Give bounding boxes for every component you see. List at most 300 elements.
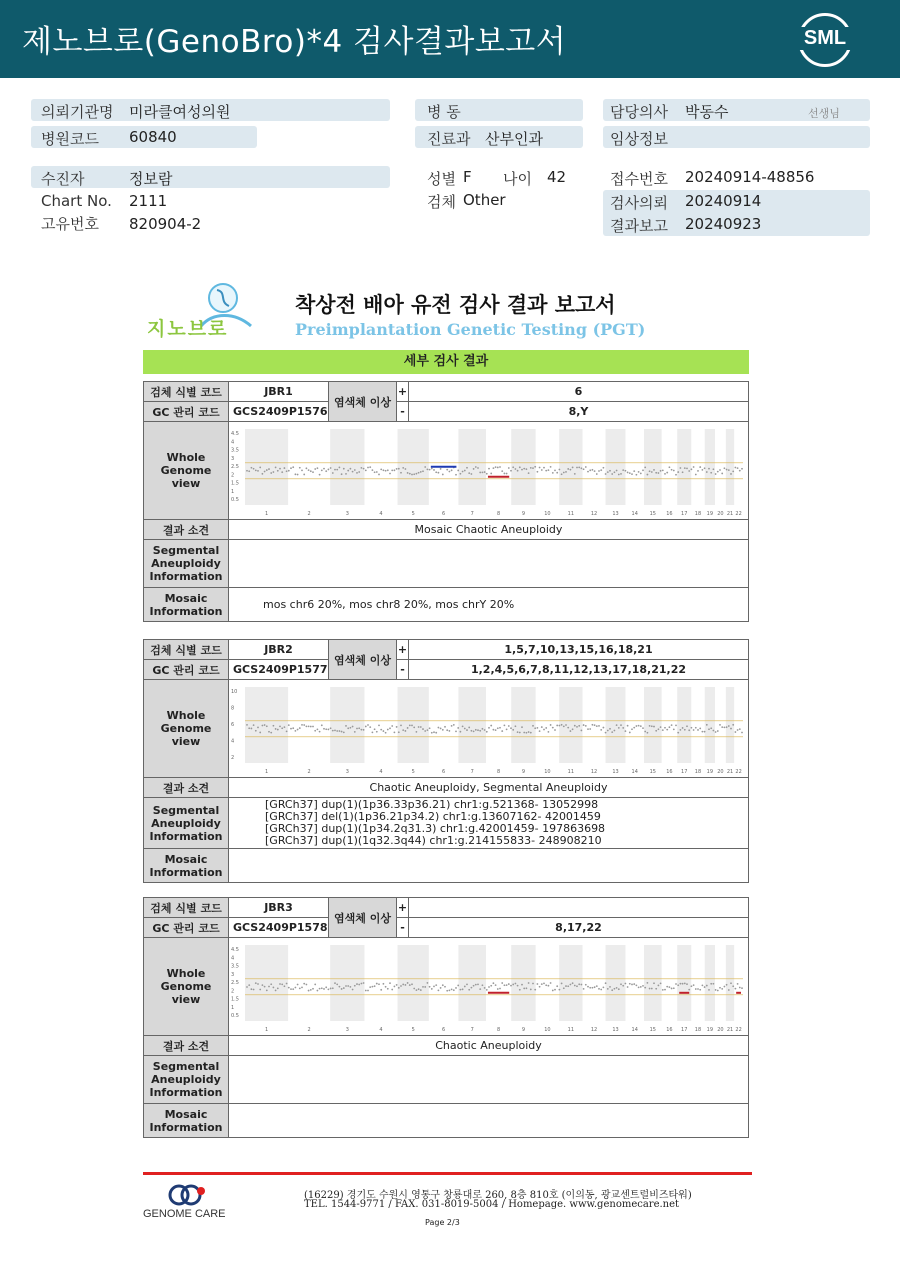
- data-point: [292, 988, 294, 990]
- data-point: [556, 985, 558, 987]
- data-point: [413, 987, 415, 989]
- data-point: [332, 472, 334, 474]
- data-point: [431, 467, 433, 469]
- chrom-tick-label: 2: [307, 768, 311, 775]
- data-point: [508, 725, 510, 727]
- sample-table-2: [143, 639, 749, 883]
- data-point: [688, 988, 690, 990]
- data-point: [713, 468, 715, 470]
- chrom-tick-label: 13: [612, 1026, 619, 1033]
- data-point: [510, 727, 512, 729]
- data-point: [420, 471, 422, 473]
- y-tick-label: 2: [231, 754, 235, 761]
- data-point: [471, 473, 473, 475]
- data-point: [640, 986, 642, 988]
- data-point: [730, 982, 732, 984]
- data-point: [295, 986, 297, 988]
- data-point: [506, 728, 508, 730]
- data-point: [438, 989, 440, 991]
- chrom-tick-label: 16: [666, 1026, 673, 1033]
- data-point: [455, 473, 457, 475]
- data-point: [578, 983, 580, 985]
- data-point: [570, 730, 572, 732]
- data-point: [658, 984, 660, 986]
- data-point: [499, 987, 501, 989]
- data-point: [352, 988, 354, 990]
- data-point: [543, 982, 545, 984]
- sample-code-label: 검체 식별 코드: [144, 898, 229, 918]
- chrom-tick-label: 20: [717, 510, 724, 517]
- data-point: [277, 728, 279, 730]
- data-point: [367, 989, 369, 991]
- result-value: Chaotic Aneuploidy, Segmental Aneuploidy: [229, 778, 749, 798]
- data-point: [695, 473, 697, 475]
- chrom-tick-label: 9: [521, 1026, 526, 1033]
- y-tick-label: 3: [231, 455, 235, 462]
- data-point: [389, 727, 391, 729]
- chrom-tick-label: 15: [649, 510, 657, 517]
- data-point: [673, 728, 675, 730]
- data-point: [286, 730, 288, 732]
- data-point: [508, 983, 510, 985]
- chrom-band: [726, 945, 734, 1021]
- chrom-tick-label: 16: [666, 510, 673, 517]
- sml-logo-text: SML: [798, 27, 852, 50]
- data-point: [396, 468, 398, 470]
- data-point: [301, 469, 303, 471]
- data-point: [372, 731, 374, 733]
- data-point: [435, 731, 437, 733]
- data-point: [686, 467, 688, 469]
- chrom-band: [330, 429, 364, 505]
- mosaic-value: [229, 1104, 749, 1138]
- data-point: [741, 987, 743, 989]
- data-point: [563, 987, 565, 989]
- data-point: [495, 984, 497, 986]
- data-point: [451, 988, 453, 990]
- data-point: [622, 984, 624, 986]
- data-point: [264, 724, 266, 726]
- data-point: [292, 727, 294, 729]
- chrom-tick-label: 8: [496, 510, 501, 517]
- age-label: 나이: [503, 170, 532, 188]
- data-point: [649, 470, 651, 472]
- chrom-tick-label: 20: [717, 768, 724, 775]
- data-point: [552, 471, 554, 473]
- pgt-report-head: [143, 282, 753, 342]
- dept-value: 산부인과: [485, 130, 543, 148]
- chrom-tick-label: 3: [345, 768, 349, 775]
- genome-care-logo-icon: [143, 1182, 233, 1208]
- data-point: [268, 730, 270, 732]
- data-point: [532, 467, 534, 469]
- data-point: [369, 986, 371, 988]
- data-point: [268, 468, 270, 470]
- data-point: [600, 469, 602, 471]
- data-point: [409, 724, 411, 726]
- data-point: [713, 982, 715, 984]
- data-point: [596, 985, 598, 987]
- data-point: [534, 727, 536, 729]
- data-point: [275, 728, 277, 730]
- chrom-tick-label: 10: [544, 768, 551, 775]
- data-point: [578, 724, 580, 726]
- data-point: [671, 987, 673, 989]
- data-point: [253, 988, 255, 990]
- data-point: [521, 726, 523, 728]
- data-point: [611, 731, 613, 733]
- chrom-tick-label: 4: [379, 510, 383, 517]
- data-point: [647, 473, 649, 475]
- data-point: [325, 986, 327, 988]
- dept-label: 진료과: [427, 130, 471, 148]
- chrom-tick-label: 11: [567, 510, 575, 517]
- data-point: [710, 727, 712, 729]
- data-point: [328, 988, 330, 990]
- data-point: [499, 726, 501, 728]
- data-point: [739, 986, 741, 988]
- data-point: [325, 470, 327, 472]
- data-point: [290, 988, 292, 990]
- data-point: [512, 466, 514, 468]
- data-point: [495, 729, 497, 731]
- data-point: [341, 730, 343, 732]
- data-point: [422, 728, 424, 730]
- data-point: [721, 726, 723, 728]
- data-point: [251, 988, 253, 990]
- y-tick-label: 10: [231, 688, 238, 695]
- data-point: [702, 730, 704, 732]
- request-label: 검사의뢰: [610, 194, 668, 212]
- data-point: [559, 468, 561, 470]
- sample-code-label: 검체 식별 코드: [144, 382, 229, 402]
- data-point: [479, 471, 481, 473]
- data-point: [246, 986, 248, 988]
- data-point: [726, 983, 728, 985]
- data-point: [433, 731, 435, 733]
- data-point: [389, 472, 391, 474]
- data-point: [519, 466, 521, 468]
- data-point: [528, 731, 530, 733]
- data-point: [594, 724, 596, 726]
- data-point: [526, 731, 528, 733]
- minus-value: 8,17,22: [409, 918, 749, 938]
- data-point: [574, 724, 576, 726]
- data-point: [653, 982, 655, 984]
- segmental-label: Segmental Aneuploidy Information: [144, 1056, 229, 1104]
- recipient-value: 정보람: [129, 170, 173, 188]
- data-point: [341, 473, 343, 475]
- data-point: [336, 730, 338, 732]
- data-point: [446, 729, 448, 731]
- data-point: [600, 728, 602, 730]
- data-point: [306, 983, 308, 985]
- data-point: [640, 472, 642, 474]
- data-point: [614, 729, 616, 731]
- data-point: [299, 987, 301, 989]
- data-point: [715, 989, 717, 991]
- data-point: [501, 470, 503, 472]
- data-point: [435, 984, 437, 986]
- data-point: [631, 983, 633, 985]
- data-point: [732, 723, 734, 725]
- report-header-bar: [0, 0, 900, 78]
- footer-address: (16229) 경기도 수원시 영통구 창룡대로 260, 8층 810호 (이의동, 광교센트럴비즈타워): [304, 1190, 692, 1201]
- data-point: [501, 982, 503, 984]
- footer-contact: TEL. 1544-9771 / FAX. 031-8019-5004 / Homepage. www.genomecare.net: [304, 1199, 680, 1210]
- data-point: [636, 473, 638, 475]
- data-point: [270, 472, 272, 474]
- data-point: [532, 982, 534, 984]
- result-value: Chaotic Aneuploidy: [229, 1036, 749, 1056]
- data-point: [416, 989, 418, 991]
- data-point: [548, 469, 550, 471]
- data-point: [330, 467, 332, 469]
- data-point: [453, 723, 455, 725]
- y-tick-label: 3.5: [231, 963, 239, 969]
- doctor-label: 담당의사: [610, 103, 668, 121]
- data-point: [475, 466, 477, 468]
- page-number: Page 2/3: [425, 1218, 460, 1227]
- data-point: [574, 984, 576, 986]
- data-point: [684, 728, 686, 730]
- data-point: [376, 982, 378, 984]
- chrom-tick-label: 3: [345, 510, 349, 517]
- data-point: [407, 982, 409, 984]
- data-point: [400, 724, 402, 726]
- chrom-tick-label: 18: [694, 768, 702, 775]
- data-point: [543, 728, 545, 730]
- data-point: [251, 466, 253, 468]
- data-point: [717, 470, 719, 472]
- genobro-logo: [143, 282, 258, 340]
- data-point: [537, 470, 539, 472]
- data-point: [543, 466, 545, 468]
- data-point: [603, 466, 605, 468]
- whole-genome-label: Whole Genome view: [144, 680, 229, 778]
- chrom-tick-label: 9: [521, 510, 526, 517]
- data-point: [570, 468, 572, 470]
- data-point: [255, 982, 257, 984]
- data-point: [314, 729, 316, 731]
- data-point: [451, 469, 453, 471]
- data-point: [347, 727, 349, 729]
- data-point: [420, 726, 422, 728]
- data-point: [660, 469, 662, 471]
- data-point: [270, 731, 272, 733]
- hospital-code-value: 60840: [129, 128, 177, 146]
- data-point: [739, 728, 741, 730]
- data-point: [618, 726, 620, 728]
- data-point: [262, 984, 264, 986]
- data-point: [259, 731, 261, 733]
- sex-label: 성별: [427, 170, 456, 188]
- data-point: [600, 988, 602, 990]
- data-point: [334, 729, 336, 731]
- data-point: [633, 470, 635, 472]
- data-point: [422, 986, 424, 988]
- data-point: [559, 988, 561, 990]
- data-point: [581, 467, 583, 469]
- chrom-band: [606, 687, 626, 763]
- data-point: [279, 983, 281, 985]
- data-point: [411, 983, 413, 985]
- data-point: [649, 724, 651, 726]
- data-point: [486, 472, 488, 474]
- request-value: 20240914: [685, 192, 762, 210]
- data-point: [273, 986, 275, 988]
- data-point: [257, 983, 259, 985]
- data-point: [686, 983, 688, 985]
- data-point: [506, 472, 508, 474]
- data-point: [325, 728, 327, 730]
- data-point: [460, 730, 462, 732]
- data-point: [345, 725, 347, 727]
- data-point: [699, 988, 701, 990]
- data-point: [328, 728, 330, 730]
- data-point: [695, 726, 697, 728]
- data-point: [708, 728, 710, 730]
- data-point: [583, 987, 585, 989]
- chrom-tick-label: 6: [442, 1026, 446, 1033]
- data-point: [609, 985, 611, 987]
- data-point: [651, 725, 653, 727]
- data-point: [462, 470, 464, 472]
- data-point: [666, 471, 668, 473]
- data-point: [312, 987, 314, 989]
- data-point: [541, 469, 543, 471]
- data-point: [363, 982, 365, 984]
- data-point: [391, 988, 393, 990]
- data-point: [268, 985, 270, 987]
- data-point: [449, 989, 451, 991]
- chrom-tick-label: 2: [307, 1026, 311, 1033]
- data-point: [398, 467, 400, 469]
- data-point: [541, 726, 543, 728]
- data-point: [319, 473, 321, 475]
- data-point: [587, 985, 589, 987]
- plus-value: 6: [409, 382, 749, 402]
- data-point: [482, 471, 484, 473]
- whole-genome-plot: [229, 680, 749, 778]
- data-point: [583, 724, 585, 726]
- data-point: [669, 466, 671, 468]
- data-point: [627, 724, 629, 726]
- data-point: [328, 468, 330, 470]
- data-point: [504, 984, 506, 986]
- data-point: [717, 989, 719, 991]
- data-point: [424, 466, 426, 468]
- data-point: [638, 470, 640, 472]
- chrom-band: [397, 687, 428, 763]
- data-point: [486, 988, 488, 990]
- data-point: [658, 728, 660, 730]
- data-point: [561, 473, 563, 475]
- data-point: [737, 467, 739, 469]
- data-point: [248, 727, 250, 729]
- data-point: [385, 985, 387, 987]
- data-point: [367, 466, 369, 468]
- data-point: [356, 471, 358, 473]
- chrom-tick-label: 6: [442, 768, 446, 775]
- data-point: [554, 469, 556, 471]
- data-point: [484, 729, 486, 731]
- data-point: [721, 987, 723, 989]
- data-point: [394, 469, 396, 471]
- data-point: [424, 986, 426, 988]
- data-point: [479, 988, 481, 990]
- data-point: [374, 728, 376, 730]
- data-point: [411, 724, 413, 726]
- data-point: [341, 988, 343, 990]
- data-point: [682, 727, 684, 729]
- data-point: [468, 726, 470, 728]
- data-point: [647, 731, 649, 733]
- report-title: 제노브로(GenoBro)*4 검사결과보고서: [22, 24, 567, 60]
- data-point: [262, 724, 264, 726]
- chrom-band: [511, 687, 535, 763]
- data-point: [374, 471, 376, 473]
- mosaic-label: Mosaic Information: [144, 849, 229, 883]
- data-point: [488, 467, 490, 469]
- sample-code-label: 검체 식별 코드: [144, 640, 229, 660]
- data-point: [620, 472, 622, 474]
- chrom-tick-label: 5: [411, 768, 415, 775]
- result-value: Mosaic Chaotic Aneuploidy: [229, 520, 749, 540]
- section-title: 세부 검사 결과: [143, 350, 749, 374]
- data-point: [715, 473, 717, 475]
- data-point: [607, 987, 609, 989]
- data-point: [684, 982, 686, 984]
- data-point: [334, 468, 336, 470]
- data-point: [343, 731, 345, 733]
- chrom-tick-label: 11: [567, 1026, 575, 1033]
- data-point: [427, 982, 429, 984]
- data-point: [396, 984, 398, 986]
- specimen-value: Other: [463, 191, 506, 209]
- data-point: [400, 471, 402, 473]
- data-point: [664, 988, 666, 990]
- data-point: [383, 982, 385, 984]
- data-point: [673, 469, 675, 471]
- data-point: [585, 983, 587, 985]
- data-point: [532, 724, 534, 726]
- chrom-abn-label: 염색체 이상: [329, 640, 397, 680]
- data-point: [728, 989, 730, 991]
- data-point: [691, 985, 693, 987]
- y-tick-label: 1.5: [231, 996, 239, 1002]
- data-point: [581, 983, 583, 985]
- data-point: [303, 982, 305, 984]
- data-point: [565, 471, 567, 473]
- data-point: [418, 988, 420, 990]
- data-point: [561, 982, 563, 984]
- chrom-band: [397, 429, 428, 505]
- data-point: [585, 724, 587, 726]
- data-point: [710, 471, 712, 473]
- data-point: [253, 724, 255, 726]
- data-point: [284, 985, 286, 987]
- data-point: [449, 730, 451, 732]
- data-point: [299, 466, 301, 468]
- chrom-tick-label: 12: [590, 510, 598, 517]
- data-point: [693, 466, 695, 468]
- data-point: [631, 473, 633, 475]
- data-point: [686, 725, 688, 727]
- minus-value: 1,2,4,5,6,7,8,11,12,13,17,18,21,22: [409, 660, 749, 680]
- data-point: [484, 987, 486, 989]
- chrom-tick-label: 19: [706, 1026, 714, 1033]
